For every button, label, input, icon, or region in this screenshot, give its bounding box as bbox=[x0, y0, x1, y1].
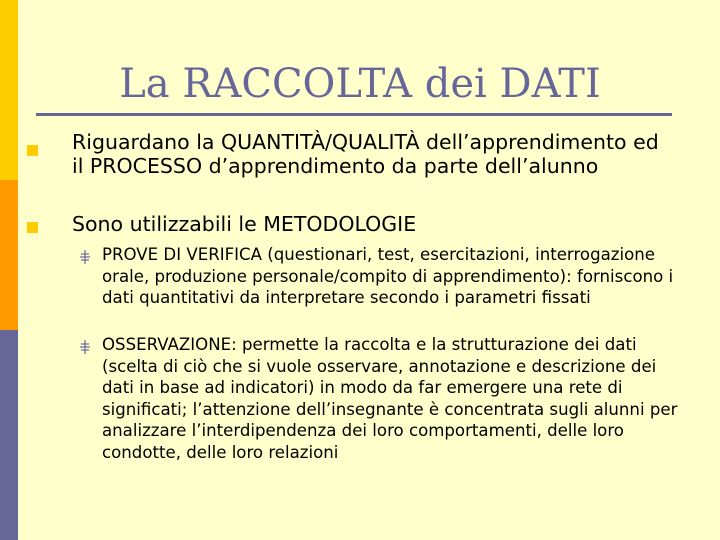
cross-bullet-icon bbox=[79, 250, 91, 264]
bullet-text-2: Sono utilizzabili le METODOLOGIE bbox=[72, 212, 417, 236]
cross-bullet-icon bbox=[79, 340, 91, 354]
sidebar-stripe-orange bbox=[0, 180, 18, 330]
slide-title: La RACCOLTA dei DATI bbox=[119, 61, 601, 107]
sub-bullet-text-1: PROVE DI VERIFICA (questionari, test, esercitazioni, interrogazione orale, produzione personale/compito di apprendimento): forniscono i dati quantitativi da interpretare secondo i parametri fissati bbox=[102, 245, 674, 308]
sidebar-stripe-yellow bbox=[0, 0, 18, 180]
sidebar-stripe-purple bbox=[0, 330, 18, 540]
bullet-text-1: Riguardano la QUANTITÀ/QUALITÀ dell’apprendimento ed il PROCESSO d’apprendimento da parte dell’alunno bbox=[72, 130, 659, 178]
sub-bullet-text-2: OSSERVAZIONE: permette la raccolta e la strutturazione dei dati (scelta di ciò che si vuole osservare, annotazione e descrizione dei dati in base ad indicatori) in modo da far emergere una rete di significati; l’attenzione dell’insegnante è concentrata sugli alunni per analizzare l’interdipendenza dei loro comportamenti, delle loro condotte, delle loro relazioni bbox=[102, 335, 678, 462]
title-divider bbox=[36, 113, 672, 116]
square-bullet-icon bbox=[27, 222, 38, 233]
square-bullet-icon bbox=[27, 145, 38, 156]
